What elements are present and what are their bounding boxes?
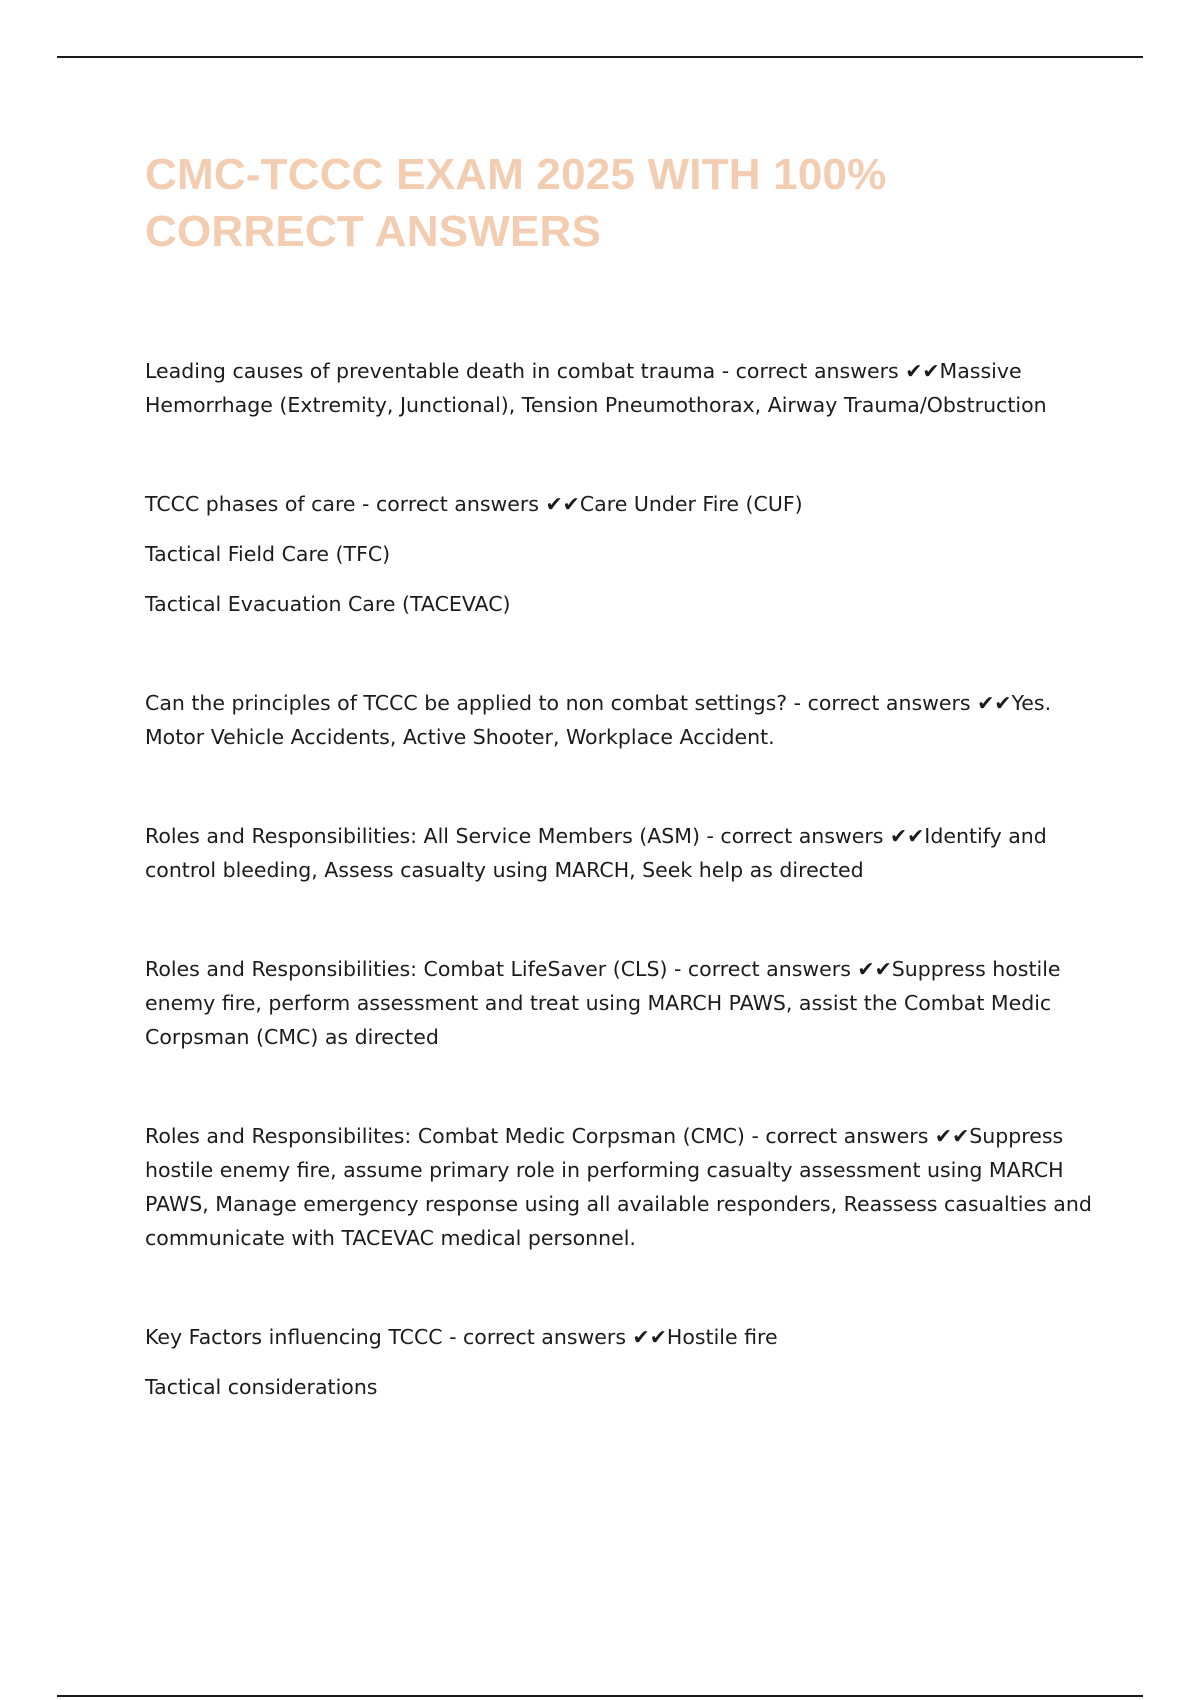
qa-item bbox=[145, 819, 1105, 887]
qa-text-continued: Tactical Evacuation Care (TACEVAC) bbox=[145, 592, 511, 616]
header-rule bbox=[57, 56, 1143, 58]
qa-list bbox=[145, 354, 1105, 1404]
qa-text: Roles and Responsibilities: All Service Members (ASM) - correct answers ✔✔Identify and control bleeding, Assess casualty using MARCH, Seek help as directed bbox=[145, 824, 1054, 882]
document-title: CMC-TCCC EXAM 2025 WITH 100% CORRECT ANSWERS bbox=[145, 150, 887, 256]
qa-item bbox=[145, 686, 1105, 754]
qa-text: Can the principles of TCCC be applied to non combat settings? - correct answers ✔✔Yes. Motor Vehicle Accidents, Active Shooter, Workplace Accident. bbox=[145, 691, 1058, 749]
qa-text: Leading causes of preventable death in combat trauma - correct answers ✔✔Massive Hemorrhage (Extremity, Junctional), Tension Pneumothorax, Airway Trauma/Obstruction bbox=[145, 359, 1047, 417]
qa-item bbox=[145, 952, 1105, 1054]
qa-item bbox=[145, 487, 1105, 621]
qa-item bbox=[145, 1320, 1105, 1404]
qa-text: Key Factors influencing TCCC - correct answers ✔✔Hostile fire bbox=[145, 1325, 778, 1349]
footer-rule bbox=[57, 1695, 1143, 1697]
qa-text-continued: Tactical considerations bbox=[145, 1375, 378, 1399]
qa-text-continued: Tactical Field Care (TFC) bbox=[145, 542, 391, 566]
qa-text: TCCC phases of care - correct answers ✔✔Care Under Fire (CUF) bbox=[145, 492, 803, 516]
qa-item bbox=[145, 354, 1105, 422]
qa-text: Roles and Responsibilities: Combat LifeSaver (CLS) - correct answers ✔✔Suppress hostile enemy fire, perform assessment and treat using MARCH PAWS, assist the Combat Medic Corpsman (CMC) as directed bbox=[145, 957, 1068, 1049]
qa-text: Roles and Responsibilites: Combat Medic Corpsman (CMC) - correct answers ✔✔Suppress hostile enemy fire, assume primary role in performing casualty assessment using MARCH PAWS, Manage emergency response using all available responders, Reassess casualties and communicate with TACEVAC medical personnel. bbox=[145, 1124, 1099, 1250]
qa-item bbox=[145, 1119, 1105, 1255]
